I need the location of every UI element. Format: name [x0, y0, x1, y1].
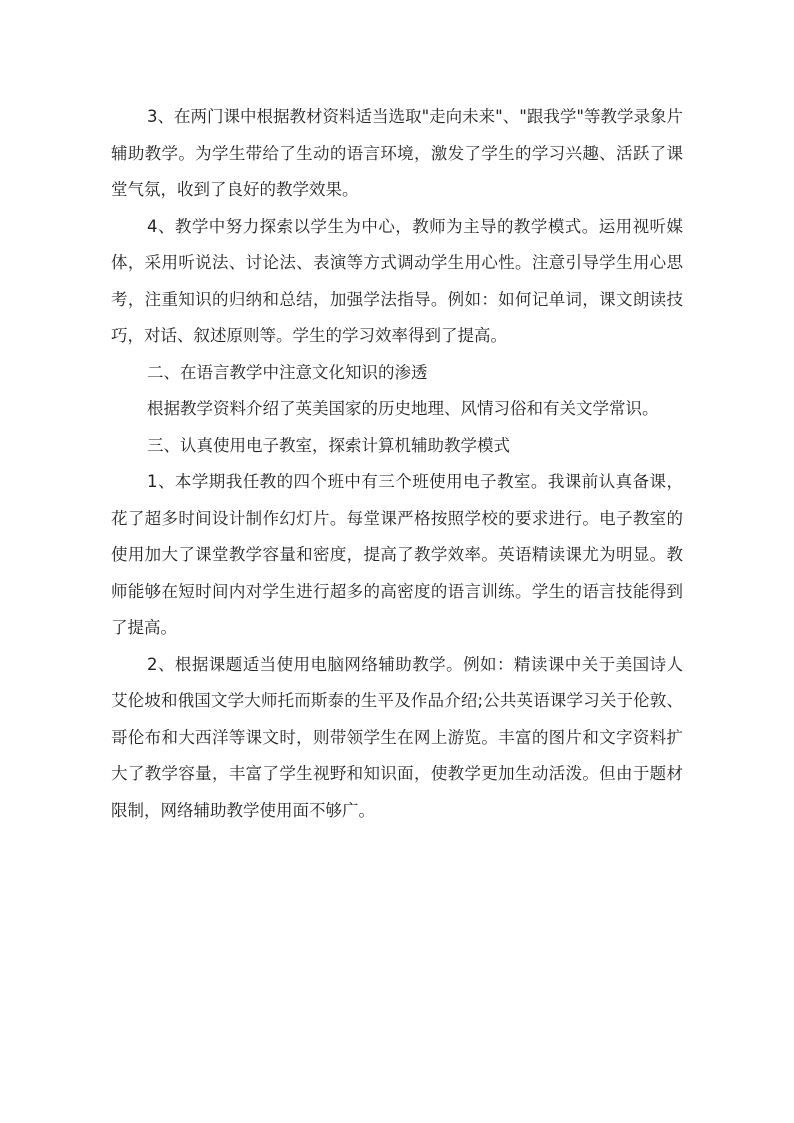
paragraph-network-teaching: 2、根据课题适当使用电脑网络辅助教学。例如：精读课中关于美国诗人艾伦坡和俄国文学大师托而斯泰的生平及作品介绍;公共英语课学习关于伦敦、哥伦布和大西洋等课文时，则带领学生在网上游览。丰富的图片和文字资料扩大了教学容量，丰富了学生视野和知识面，使教学更加生动活泼。但由于题材限制，网络辅助教学使用面不够广。 [111, 654, 683, 820]
document-body [111, 99, 683, 829]
paragraph-culture-knowledge: 根据教学资料介绍了英美国家的历史地理、风情习俗和有关文学常识。 [147, 399, 659, 418]
paragraph-teaching-model: 4、教学中努力探索以学生为中心，教师为主导的教学模式。运用视听媒体，采用听说法、讨论法、表演等方式调动学生用心性。注意引导学生用心思考，注重知识的归纳和总结，加强学法指导。例如：如何记单词，课文朗读技巧，对话、叙述原则等。学生的学习效率得到了提高。 [111, 216, 683, 345]
paragraph-teaching-video: 3、在两门课中根据教材资料适当选取"走向未来"、"跟我学"等教学录象片辅助教学。为学生带给了生动的语言环境，激发了学生的学习兴趣、活跃了课堂气氛，收到了良好的教学效果。 [111, 107, 683, 199]
section-heading-culture: 二、在语言教学中注意文化知识的渗透 [147, 362, 428, 382]
section-heading-electronic-classroom: 三、认真使用电子教室，探索计算机辅助教学模式 [147, 435, 510, 455]
paragraph-electronic-classroom: 1、本学期我任教的四个班中有三个班使用电子教室。我课前认真备课，花了超多时间设计制作幻灯片。每堂课严格按照学校的要求进行。电子教室的使用加大了课堂教学容量和密度，提高了教学效率。英语精读课尤为明显。教师能够在短时间内对学生进行超多的高密度的语言训练。学生的语言技能得到了提高。 [111, 472, 683, 637]
